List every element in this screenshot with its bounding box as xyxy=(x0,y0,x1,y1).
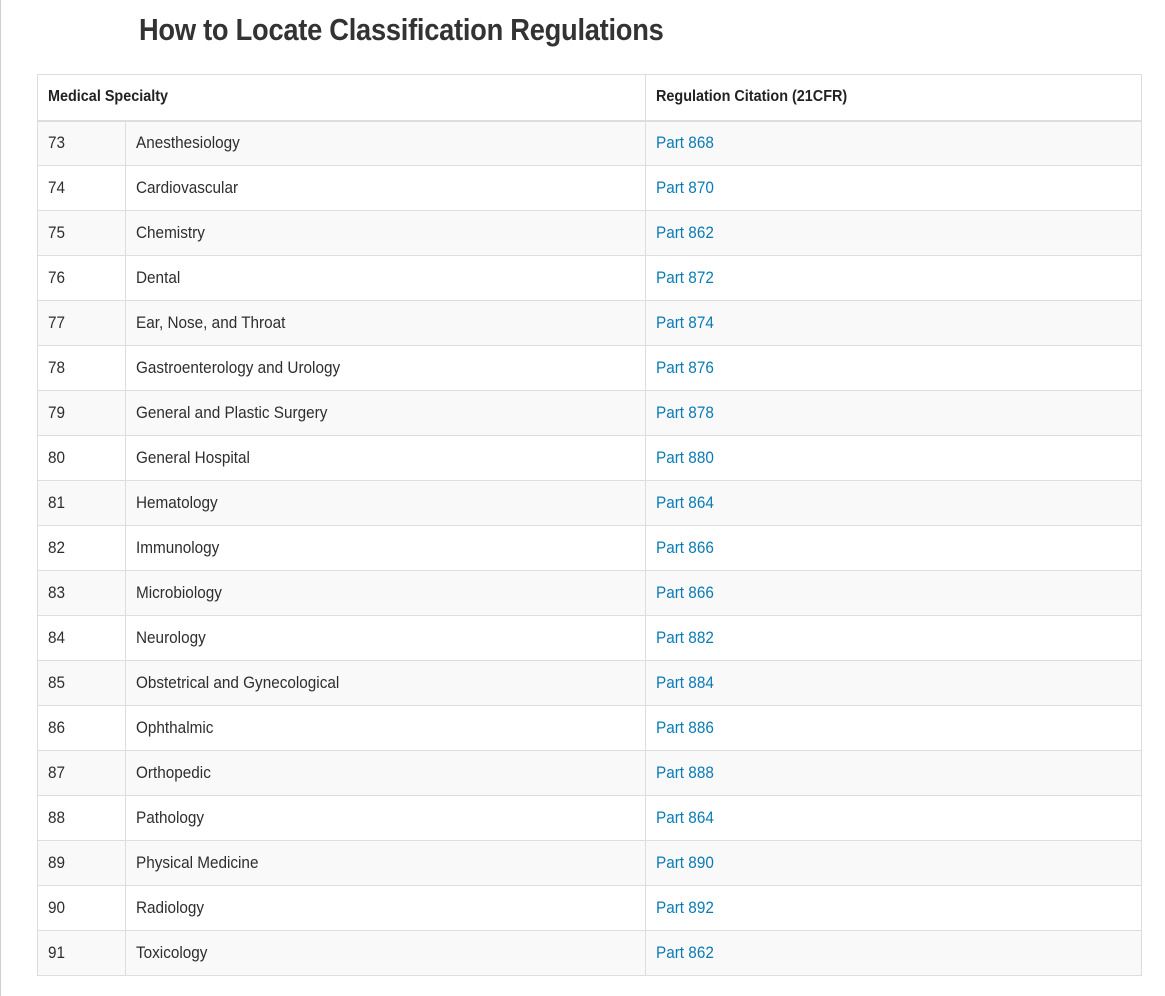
table-row xyxy=(38,346,1142,391)
citation-link[interactable]: Part 882 xyxy=(656,628,714,647)
citation-link[interactable]: Part 884 xyxy=(656,673,714,692)
citation-link[interactable]: Part 868 xyxy=(656,133,714,153)
specialty-name: Pathology xyxy=(126,796,646,841)
specialty-code: 81 xyxy=(38,481,126,526)
citation-cell xyxy=(646,481,1142,526)
specialty-code: 84 xyxy=(38,616,126,661)
citation-link[interactable]: Part 878 xyxy=(656,403,714,422)
specialty-name: Anesthesiology xyxy=(126,121,646,166)
specialty-code: 75 xyxy=(38,211,126,256)
table-body xyxy=(38,121,1142,976)
table-row xyxy=(38,301,1142,346)
specialty-code: 85 xyxy=(38,661,126,706)
specialty-name: Physical Medicine xyxy=(126,841,646,886)
citation-link[interactable]: Part 866 xyxy=(656,583,714,602)
specialty-name: General Hospital xyxy=(126,436,646,481)
citation-link[interactable]: Part 892 xyxy=(656,898,714,917)
specialty-name: Ophthalmic xyxy=(126,706,646,751)
citation-link[interactable]: Part 888 xyxy=(656,763,714,782)
specialty-code: 91 xyxy=(38,931,126,976)
specialty-code: 76 xyxy=(38,256,126,301)
specialty-code: 79 xyxy=(38,391,126,436)
table-row xyxy=(38,436,1142,481)
citation-link[interactable]: Part 870 xyxy=(656,178,714,197)
citation-cell xyxy=(646,526,1142,571)
citation-cell xyxy=(646,211,1142,256)
header-regulation-citation: Regulation Citation (21CFR) xyxy=(646,75,1142,121)
specialty-name: Toxicology xyxy=(126,931,646,976)
header-medical-specialty: Medical Specialty xyxy=(38,75,646,121)
specialty-code: 86 xyxy=(38,706,126,751)
citation-link[interactable]: Part 862 xyxy=(656,223,714,242)
table-row xyxy=(38,391,1142,436)
table-row xyxy=(38,796,1142,841)
citation-cell xyxy=(646,256,1142,301)
citation-link[interactable]: Part 872 xyxy=(656,268,714,287)
specialty-code: 88 xyxy=(38,796,126,841)
citation-cell xyxy=(646,751,1142,796)
table-row xyxy=(38,931,1142,976)
citation-link[interactable]: Part 876 xyxy=(656,358,714,377)
citation-cell xyxy=(646,166,1142,211)
table-row xyxy=(38,886,1142,931)
citation-link[interactable]: Part 874 xyxy=(656,313,714,332)
citation-cell xyxy=(646,301,1142,346)
table-row xyxy=(38,166,1142,211)
specialty-name: General and Plastic Surgery xyxy=(126,391,646,436)
table-row xyxy=(38,481,1142,526)
specialty-name: Hematology xyxy=(126,481,646,526)
specialty-code: 78 xyxy=(38,346,126,391)
specialty-code: 82 xyxy=(38,526,126,571)
table-row xyxy=(38,571,1142,616)
citation-cell xyxy=(646,391,1142,436)
table-row xyxy=(38,256,1142,301)
citation-cell xyxy=(646,841,1142,886)
specialty-name: Microbiology xyxy=(126,571,646,616)
page-title: How to Locate Classification Regulations xyxy=(139,12,664,47)
specialty-name: Obstetrical and Gynecological xyxy=(126,661,646,706)
citation-cell xyxy=(646,436,1142,481)
citation-link[interactable]: Part 862 xyxy=(656,943,714,962)
citation-link[interactable]: Part 886 xyxy=(656,718,714,737)
citation-cell xyxy=(646,661,1142,706)
specialty-name: Chemistry xyxy=(126,211,646,256)
specialty-code: 77 xyxy=(38,301,126,346)
classification-table xyxy=(37,74,1142,976)
specialty-code: 74 xyxy=(38,166,126,211)
citation-cell xyxy=(646,571,1142,616)
citation-link[interactable]: Part 866 xyxy=(656,538,714,557)
table-row xyxy=(38,211,1142,256)
citation-cell xyxy=(646,931,1142,976)
specialty-name: Ear, Nose, and Throat xyxy=(126,301,646,346)
citation-link[interactable]: Part 864 xyxy=(656,493,714,512)
citation-link[interactable]: Part 864 xyxy=(656,808,714,827)
specialty-name: Neurology xyxy=(126,616,646,661)
specialty-code: 87 xyxy=(38,751,126,796)
table-row xyxy=(38,661,1142,706)
table-row xyxy=(38,751,1142,796)
citation-cell xyxy=(646,796,1142,841)
citation-cell xyxy=(646,346,1142,391)
citation-cell xyxy=(646,616,1142,661)
specialty-name: Dental xyxy=(126,256,646,301)
table-header-row xyxy=(38,75,1142,121)
specialty-name: Radiology xyxy=(126,886,646,931)
specialty-name: Immunology xyxy=(126,526,646,571)
specialty-name: Orthopedic xyxy=(126,751,646,796)
table-row xyxy=(38,616,1142,661)
citation-cell xyxy=(646,886,1142,931)
specialty-code: 83 xyxy=(38,571,126,616)
citation-link[interactable]: Part 890 xyxy=(656,853,714,872)
table-row xyxy=(38,526,1142,571)
citation-link[interactable]: Part 880 xyxy=(656,448,714,467)
citation-cell xyxy=(646,121,1142,166)
specialty-code: 90 xyxy=(38,886,126,931)
citation-cell xyxy=(646,706,1142,751)
specialty-code: 73 xyxy=(38,121,126,166)
specialty-code: 80 xyxy=(38,436,126,481)
specialty-name: Gastroenterology and Urology xyxy=(126,346,646,391)
specialty-code: 89 xyxy=(38,841,126,886)
table-row xyxy=(38,841,1142,886)
table-row xyxy=(38,121,1142,166)
table-row xyxy=(38,706,1142,751)
specialty-name: Cardiovascular xyxy=(126,166,646,211)
